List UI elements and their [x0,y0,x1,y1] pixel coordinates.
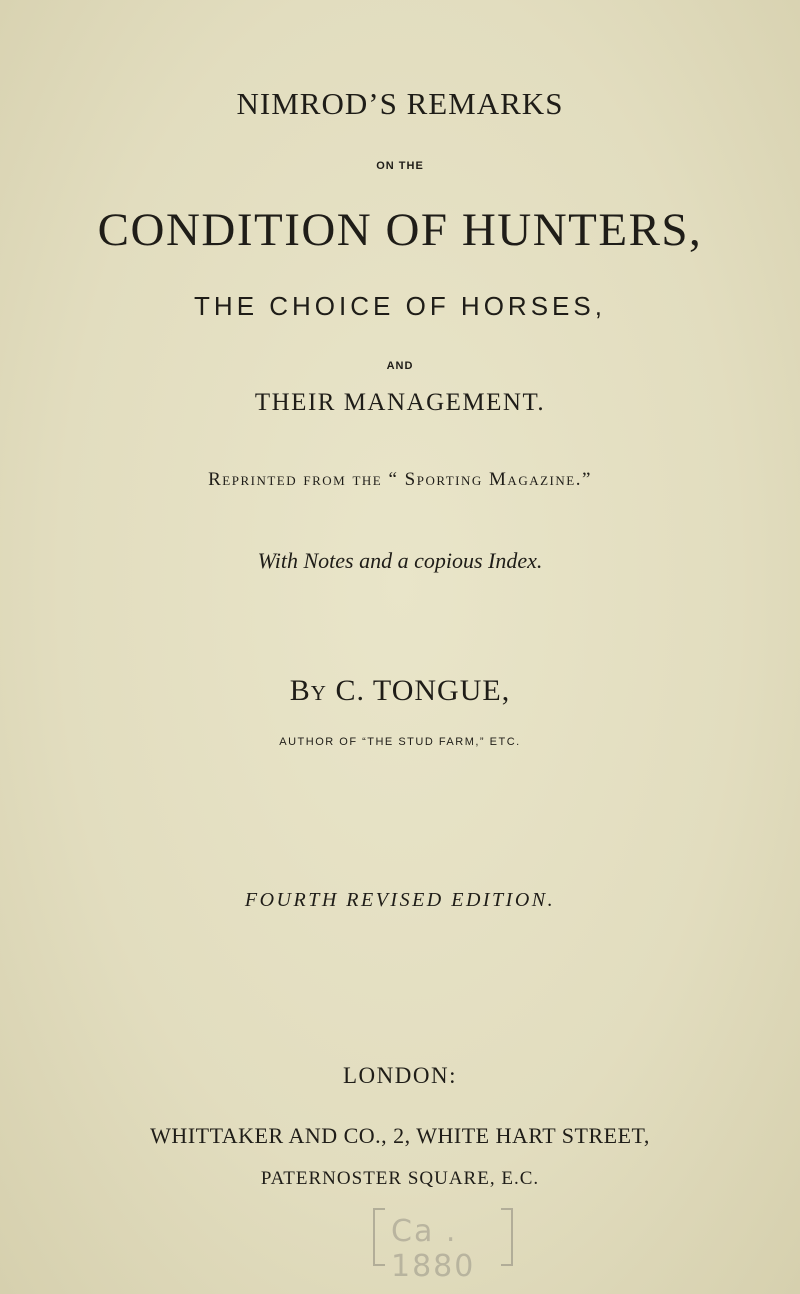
title-line-3: THEIR MANAGEMENT. [254,389,546,416]
on-the-label: ON THE [376,160,424,172]
stamp-bracket-left [373,1208,385,1266]
stamp-bracket-right [501,1208,513,1266]
imprint-address: PATERNOSTER SQUARE, E.C. [260,1168,540,1189]
library-stamp [373,1208,513,1284]
and-label: AND [386,360,414,372]
imprint-city: LONDON: [343,1063,457,1088]
reprinted-note: Reprinted from the “ Sporting Magazine.” [208,469,592,490]
imprint-publisher: WHITTAKER AND CO., 2, WHITE HART STREET, [150,1123,650,1148]
author-credit: AUTHOR OF “THE STUD FARM,” ETC. [279,736,521,748]
main-title: CONDITION OF HUNTERS, [97,204,703,256]
stamp-text: Ca . 1880 [391,1214,476,1284]
title-line-2: THE CHOICE OF HORSES, [194,291,606,321]
title-line-1: NIMROD’S REMARKS [236,86,564,121]
author-line: By C. TONGUE, [289,674,511,707]
edition-line: FOURTH REVISED EDITION. [244,889,556,911]
notes-line: With Notes and a copious Index. [257,548,543,573]
